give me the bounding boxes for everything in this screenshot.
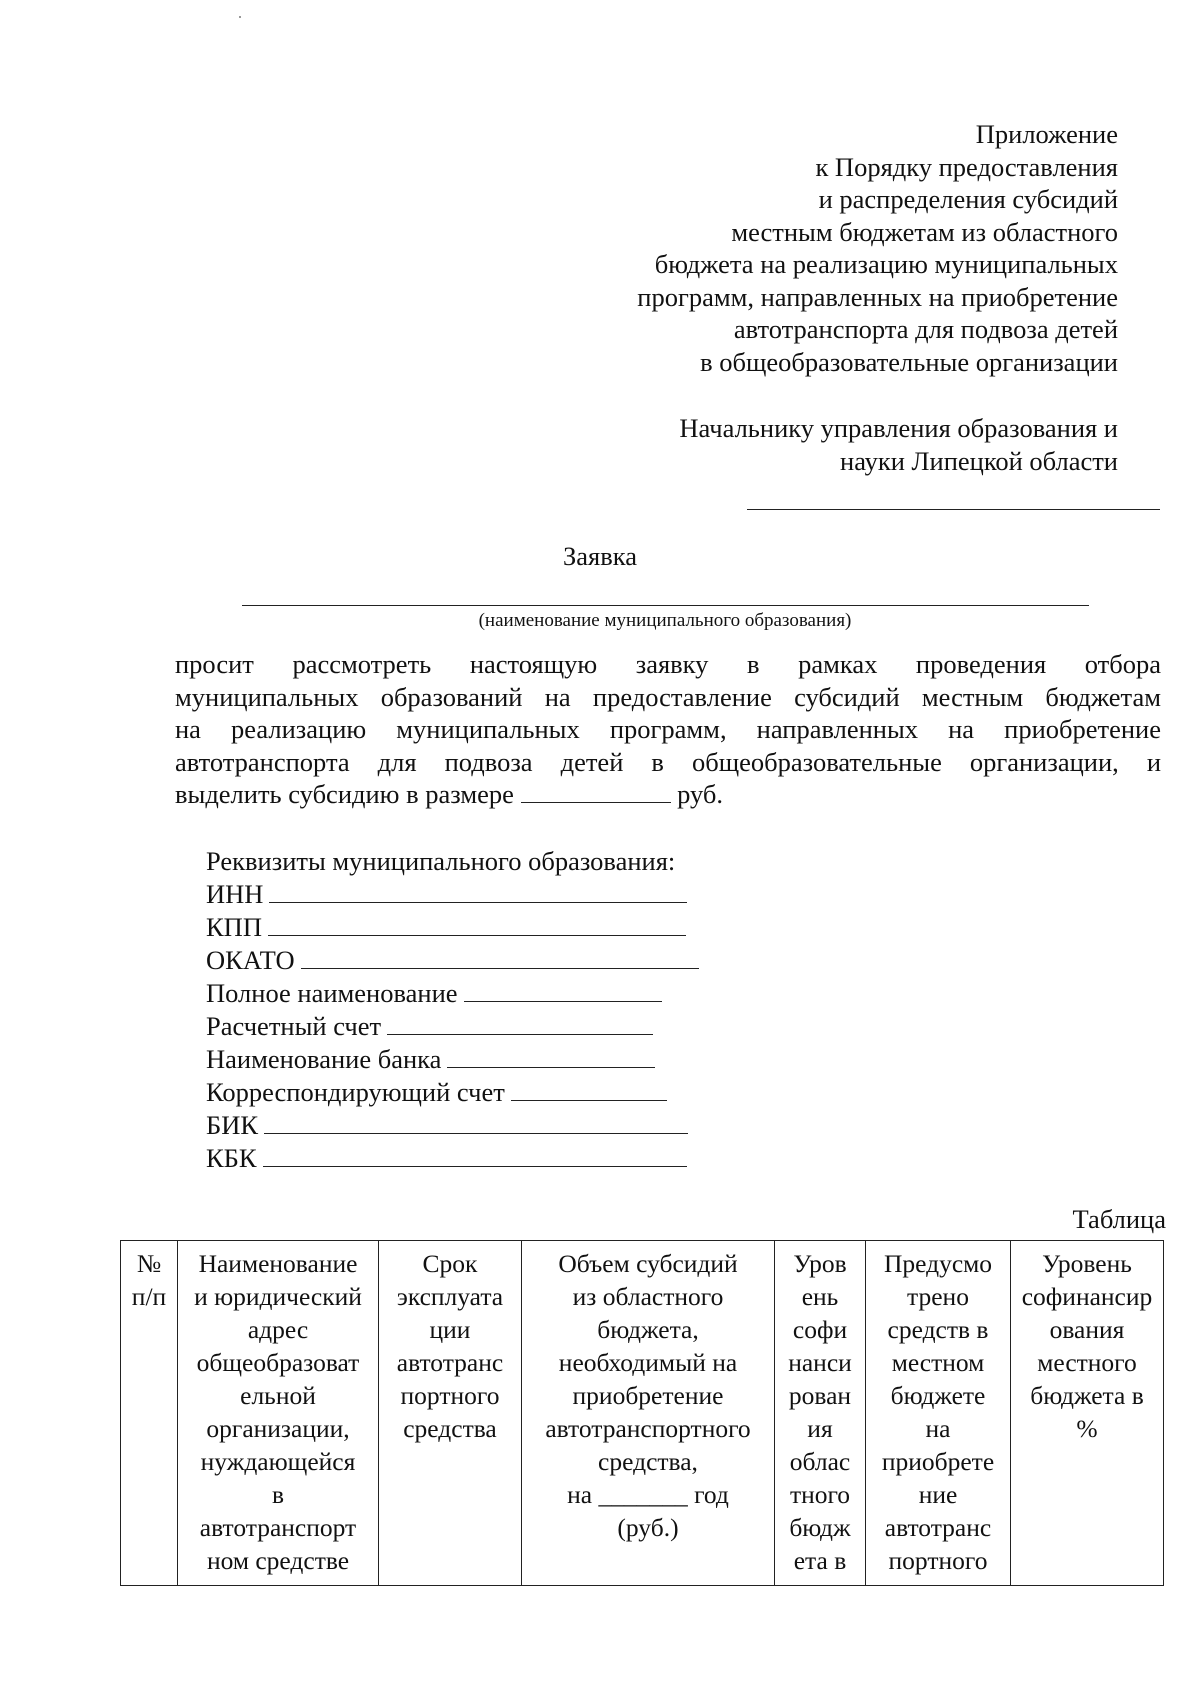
col-organization xyxy=(178,1241,379,1586)
header-line: Предусмо xyxy=(883,1249,993,1278)
col-local-budget-funds xyxy=(866,1241,1011,1586)
header-line: необходимый на xyxy=(558,1348,738,1377)
header-line: Уровень xyxy=(1042,1249,1132,1278)
amount-suffix: руб. xyxy=(677,779,724,809)
header-line: облас xyxy=(789,1447,851,1476)
scan-speck xyxy=(239,16,241,18)
header-line: местном xyxy=(891,1348,985,1377)
requisites-heading: Реквизиты муниципального образования: xyxy=(206,846,676,876)
subsidy-table xyxy=(120,1240,1164,1586)
subsidy-amount-blank xyxy=(521,778,671,803)
request-paragraph xyxy=(175,648,1161,811)
header-line: автотранспорт xyxy=(199,1513,357,1542)
header-line: приобрете xyxy=(881,1447,995,1476)
header-line: Срок xyxy=(422,1249,478,1278)
header-line: автотранс xyxy=(884,1513,992,1542)
paragraph-line: просит рассмотреть настоящую заявку в рамках проведения отбора xyxy=(175,649,1161,679)
requisite-corr-account xyxy=(206,1076,699,1109)
requisite-label: Наименование банка xyxy=(206,1044,442,1074)
header-line: ия xyxy=(807,1414,833,1443)
requisite-bik xyxy=(206,1109,699,1142)
requisite-label: БИК xyxy=(206,1110,259,1140)
header-line: нуждающейся xyxy=(200,1447,356,1476)
col-service-life xyxy=(379,1241,522,1586)
header-line: автотранспортного xyxy=(545,1414,751,1443)
document-title: Заявка xyxy=(563,541,637,571)
requisite-blank xyxy=(264,1111,688,1134)
appendix-line: автотранспорта для подвоза детей xyxy=(733,314,1118,344)
col-subsidy-volume xyxy=(522,1241,775,1586)
requisite-blank xyxy=(447,1045,655,1068)
header-line: нанси xyxy=(788,1348,852,1377)
header-line: софинансир xyxy=(1021,1282,1153,1311)
paragraph-last-line xyxy=(175,778,1161,811)
header-line: ета в xyxy=(793,1546,847,1575)
addressee-line: науки Липецкой области xyxy=(840,445,1118,476)
requisite-blank xyxy=(269,880,687,903)
header-line: (руб.) xyxy=(617,1513,679,1542)
appendix-line: бюджета на реализацию муниципальных xyxy=(654,249,1118,279)
header-line: трено xyxy=(907,1282,969,1311)
requisite-kpp xyxy=(206,911,699,944)
requisite-inn xyxy=(206,878,699,911)
header-line: бюджете xyxy=(890,1381,986,1410)
municipality-name-line xyxy=(242,605,1089,606)
header-line: бюджета в xyxy=(1030,1381,1144,1410)
appendix-header xyxy=(558,118,1118,378)
addressee-block xyxy=(558,412,1118,477)
header-line: ельной xyxy=(240,1381,316,1410)
header-line: тного xyxy=(789,1480,851,1509)
paragraph-line: на реализацию муниципальных программ, направленных на приобретение xyxy=(175,714,1161,744)
header-line: рован xyxy=(788,1381,852,1410)
table-caption: Таблица xyxy=(1072,1204,1166,1234)
header-line: софи xyxy=(792,1315,848,1344)
requisite-label: Расчетный счет xyxy=(206,1011,382,1041)
header-line: местного xyxy=(1037,1348,1137,1377)
col-number xyxy=(121,1241,178,1586)
table-header-row xyxy=(121,1241,1164,1586)
requisite-label: Полное наименование xyxy=(206,978,458,1008)
addressee-signature-line xyxy=(747,509,1160,510)
header-line: ции xyxy=(429,1315,471,1344)
header-line: Уров xyxy=(793,1249,847,1278)
header-line: приобретение xyxy=(572,1381,724,1410)
requisite-bank-name xyxy=(206,1043,699,1076)
requisite-blank xyxy=(301,946,699,969)
header-line: в xyxy=(271,1480,285,1509)
appendix-line: местным бюджетам из областного xyxy=(731,216,1118,247)
header-line: из областного xyxy=(572,1282,724,1311)
header-line: ном средстве xyxy=(206,1546,350,1575)
requisite-label: ОКАТО xyxy=(206,945,295,975)
header-line: ования xyxy=(1049,1315,1125,1344)
requisite-label: КПП xyxy=(206,912,262,942)
col-regional-cofinancing xyxy=(775,1241,866,1586)
appendix-line: программ, направленных на приобретение xyxy=(637,281,1118,312)
header-line: на _______ год xyxy=(567,1480,729,1509)
header-line: и юридический xyxy=(194,1282,362,1311)
header-line: средства, xyxy=(598,1447,698,1476)
header-line: № xyxy=(136,1249,162,1278)
requisite-kbk xyxy=(206,1142,699,1175)
header-line: эксплуата xyxy=(396,1282,504,1311)
municipality-caption: (наименование муниципального образования) xyxy=(478,610,852,631)
requisite-label: КБК xyxy=(206,1143,257,1173)
requisite-okato xyxy=(206,944,699,977)
appendix-line: Приложение xyxy=(975,119,1118,149)
header-line: автотранс xyxy=(396,1348,504,1377)
appendix-line: к Порядку предоставления xyxy=(815,151,1118,182)
requisite-label: Корреспондирующий счет xyxy=(206,1077,505,1107)
header-line: адрес xyxy=(247,1315,309,1344)
requisites-block xyxy=(206,845,699,1175)
requisite-full-name xyxy=(206,977,699,1010)
header-line: ень xyxy=(801,1282,839,1311)
amount-prefix: выделить субсидию в размере xyxy=(175,779,514,809)
appendix-line: в общеобразовательные организации xyxy=(700,346,1118,377)
header-line: портного xyxy=(400,1381,500,1410)
header-line: ние xyxy=(918,1480,958,1509)
header-line: портного xyxy=(888,1546,988,1575)
paragraph-line: автотранспорта для подвоза детей в общеобразовательные организации, и xyxy=(175,746,1161,777)
header-line: средства xyxy=(403,1414,497,1443)
appendix-line: и распределения субсидий xyxy=(818,184,1118,214)
requisite-account xyxy=(206,1010,699,1043)
col-local-cofinancing xyxy=(1011,1241,1164,1586)
header-line: на xyxy=(925,1414,951,1443)
header-line: Наименование xyxy=(198,1249,358,1278)
header-line: п/п xyxy=(131,1282,167,1311)
paragraph-line: муниципальных образований на предоставление субсидий местным бюджетам xyxy=(175,681,1161,712)
header-line: бюджета, xyxy=(597,1315,699,1344)
requisite-blank xyxy=(464,979,662,1002)
requisite-blank xyxy=(268,913,686,936)
header-line: средств в xyxy=(887,1315,989,1344)
addressee-line: Начальнику управления образования и xyxy=(679,413,1118,443)
header-line: организации, xyxy=(206,1414,350,1443)
requisite-blank xyxy=(387,1012,653,1035)
requisite-blank xyxy=(511,1078,667,1101)
header-line: общеобразоват xyxy=(196,1348,360,1377)
header-line: бюдж xyxy=(789,1513,851,1542)
requisite-label: ИНН xyxy=(206,879,264,909)
requisite-blank xyxy=(263,1144,687,1167)
header-line: Объем субсидий xyxy=(558,1249,738,1278)
header-line: % xyxy=(1076,1414,1098,1443)
